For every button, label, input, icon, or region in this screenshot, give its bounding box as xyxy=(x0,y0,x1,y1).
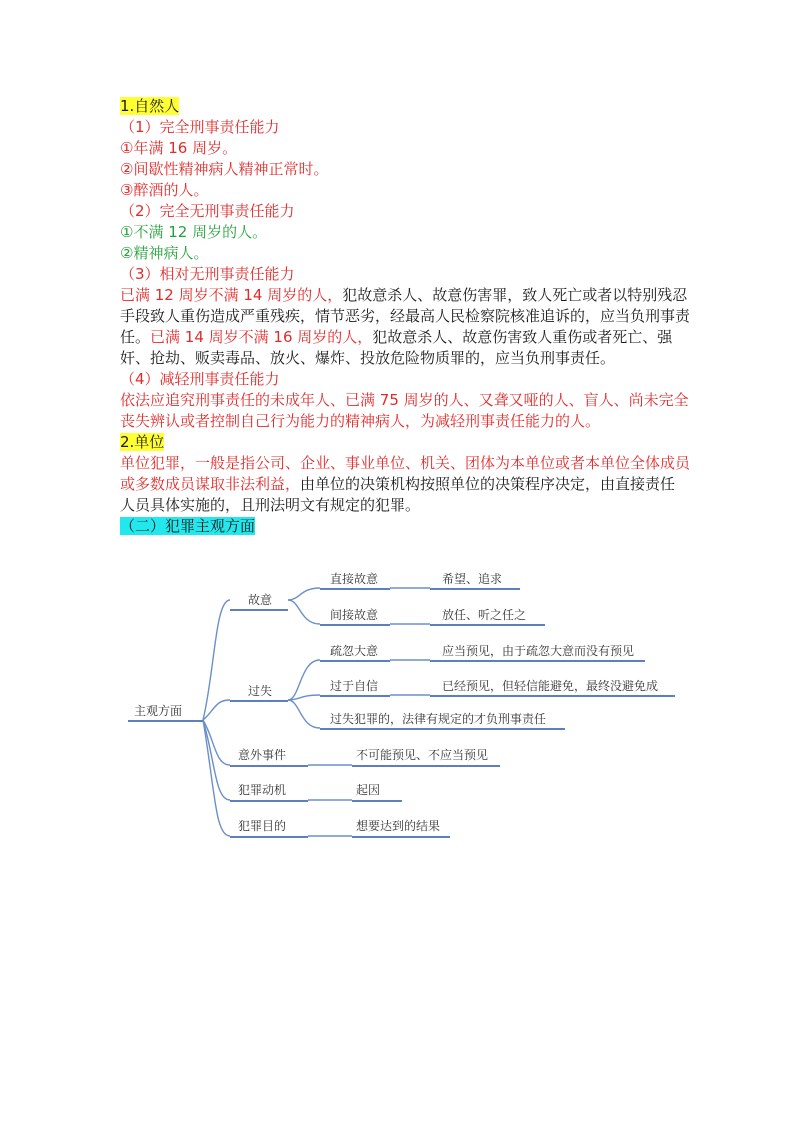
node-root: 主观方面 xyxy=(134,704,183,718)
node-purpose: 犯罪目的 xyxy=(238,819,287,833)
leaf-accident: 不可能预见、不应当预见 xyxy=(356,748,489,762)
leaf-careless: 应当预见，由于疏忽大意而没有预见 xyxy=(442,644,635,658)
leaf-motive: 起因 xyxy=(356,783,381,797)
edge-intent-direct xyxy=(288,588,320,600)
no-liability-item-2: ②精神病人。 xyxy=(120,244,209,262)
full-liability-heading: （1）完全刑事责任能力 xyxy=(120,118,280,136)
node-intent: 故意 xyxy=(248,593,273,607)
mindmap xyxy=(120,560,690,850)
full-liability-item-1: ①年满 16 周岁。 xyxy=(120,139,238,157)
no-liability-item-1: ①不满 12 周岁的人。 xyxy=(120,223,268,241)
node-negligence-rule: 过失犯罪的，法律有规定的才负刑事责任 xyxy=(330,712,547,726)
node-accident: 意外事件 xyxy=(238,748,287,762)
node-overconfident: 过于自信 xyxy=(330,679,379,693)
relative-liability-paragraph xyxy=(120,285,690,369)
leaf-direct-intent: 希望、追求 xyxy=(442,572,503,586)
section-subjective-title: （二）犯罪主观方面 xyxy=(120,517,256,535)
node-direct-intent: 直接故意 xyxy=(330,572,379,586)
unit-crime-description: 由单位的决策机构按照单位的决策程序决定，由直接责任人员具体实施的，且刑法明文有规定的犯罪。 xyxy=(120,475,676,514)
edge-intent-indirect xyxy=(288,600,320,624)
edge-neg-careless xyxy=(288,660,320,700)
leaf-indirect-intent: 放任、听之任之 xyxy=(442,608,527,622)
edge-root-intent xyxy=(203,600,230,720)
section-unit-title: 2.单位 xyxy=(120,433,165,451)
unit-crime-definition: 单位犯罪，一般是指公司、企业、事业单位、机关、团体为本单位或者本单位全体成员或多数成员谋取非法利益， xyxy=(120,454,691,493)
node-motive: 犯罪动机 xyxy=(238,783,287,797)
section-natural-person-title: 1.自然人 xyxy=(120,97,180,115)
leaf-overconfident: 已经预见，但轻信能避免，最终没避免成 xyxy=(442,679,659,693)
edge-neg-rule xyxy=(288,700,320,728)
node-careless: 疏忽大意 xyxy=(330,644,379,658)
full-liability-item-2: ②间歇性精神病人精神正常时。 xyxy=(120,160,329,178)
age-14-16-text: 已满 14 周岁不满 16 周岁的人， xyxy=(150,328,373,346)
age-12-14-text: 已满 12 周岁不满 14 周岁的人， xyxy=(120,286,343,304)
age-12-14-description: 犯故意杀人、故意伤害罪，致人死亡或者以特别残忍手段致人重伤造成严重残疾，情节恶劣，经最高人民检察院核准追诉的，应当负刑事责任。 xyxy=(120,286,691,346)
no-liability-heading: （2）完全无刑事责任能力 xyxy=(120,202,295,220)
relative-liability-heading: （3）相对无刑事责任能力 xyxy=(120,265,295,283)
document-body xyxy=(120,96,690,537)
reduced-liability-paragraph: 依法应追究刑事责任的未成年人、已满 75 周岁的人、又聋又哑的人、盲人、尚未完全丧失辨认或者控制自己行为能力的精神病人，为减轻刑事责任能力的人。 xyxy=(120,391,689,430)
edge-root-motive xyxy=(203,720,230,800)
node-indirect-intent: 间接故意 xyxy=(330,608,379,622)
full-liability-item-3: ③醉酒的人。 xyxy=(120,181,209,199)
age-14-16-description: 犯故意杀人、故意伤害致人重伤或者死亡、强奸、抢劫、贩卖毒品、放火、爆炸、投放危险物质罪的，应当负刑事责任。 xyxy=(120,328,673,367)
leaf-purpose: 想要达到的结果 xyxy=(356,819,441,833)
reduced-liability-heading: （4）减轻刑事责任能力 xyxy=(120,370,280,388)
node-negligence: 过失 xyxy=(248,684,273,698)
unit-crime-paragraph xyxy=(120,453,690,516)
